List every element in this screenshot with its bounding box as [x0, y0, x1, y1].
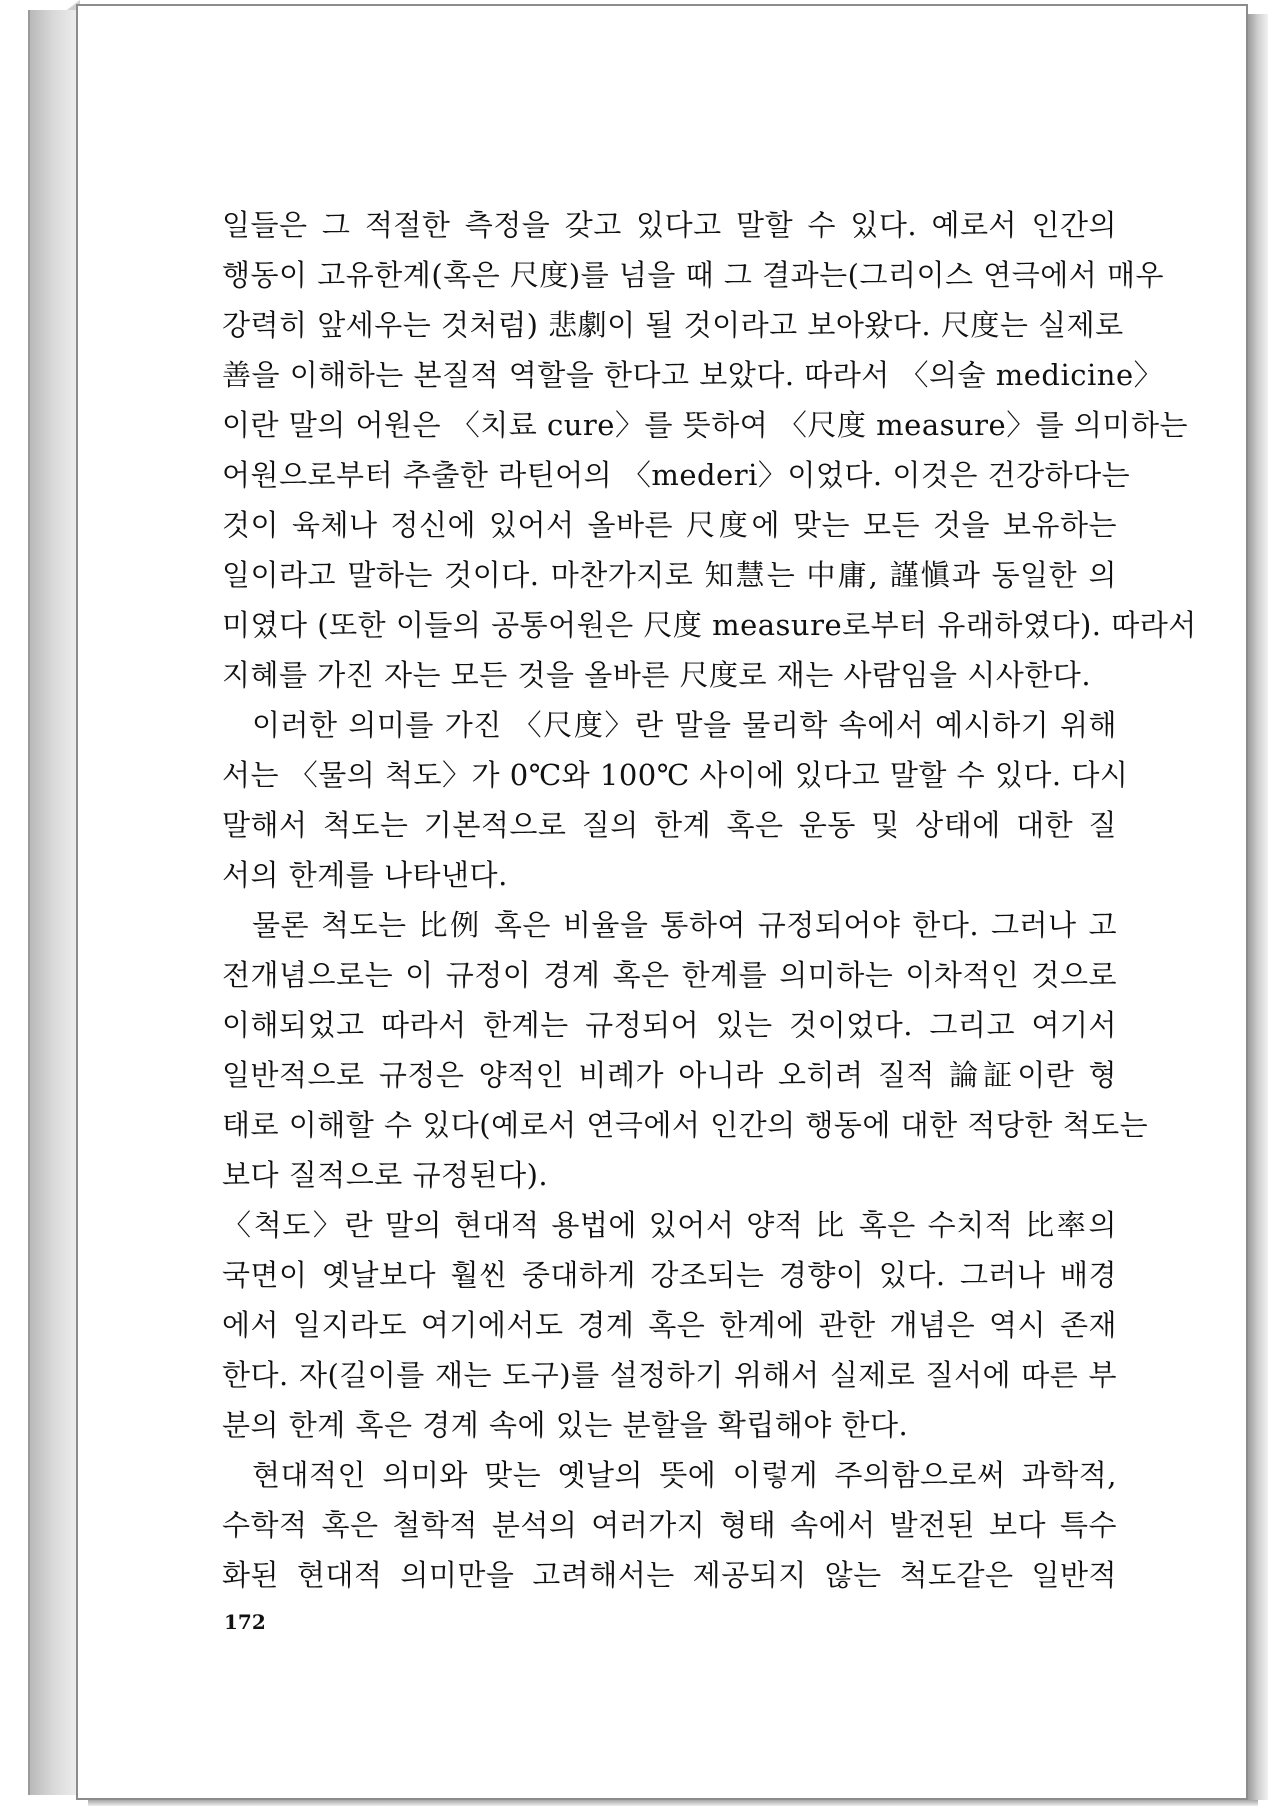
text-line: 〈척도〉란 말의 현대적 용법에 있어서 양적 比 혹은 수치적 比率의 — [222, 1208, 1117, 1242]
text-line: 분의 한계 혹은 경계 속에 있는 분할을 확립해야 한다. — [222, 1408, 909, 1442]
text-line: 말해서 척도는 기본적으로 질의 한계 혹은 운동 및 상태에 대한 질 — [222, 808, 1117, 842]
text-line: 서는 〈물의 척도〉가 0℃와 100℃ 사이에 있다고 말할 수 있다. 다시 — [222, 758, 1129, 792]
text-line: 전개념으로는 이 규정이 경계 혹은 한계를 의미하는 이차적인 것으로 — [222, 958, 1117, 992]
text-line: 일반적으로 규정은 양적인 비례가 아니라 오히려 질적 論証이란 형 — [222, 1058, 1117, 1092]
text-line: 보다 질적으로 규정된다). — [222, 1158, 549, 1192]
text-line: 한다. 자(길이를 재는 도구)를 설정하기 위해서 실제로 질서에 따른 부 — [222, 1358, 1117, 1392]
text-line: 국면이 옛날보다 훨씬 중대하게 강조되는 경향이 있다. 그러나 배경 — [222, 1258, 1117, 1292]
text-line: 것이 육체나 정신에 있어서 올바른 尺度에 맞는 모든 것을 보유하는 — [222, 508, 1117, 542]
page-shadow-bottom — [88, 1800, 1258, 1806]
text-line: 善을 이해하는 본질적 역할을 한다고 보았다. 따라서 〈의술 medicine〉 — [222, 358, 1164, 392]
text-line: 어원으로부터 추출한 라틴어의 〈mederi〉이었다. 이것은 건강하다는 — [222, 458, 1131, 492]
text-line: 이해되었고 따라서 한계는 규정되어 있는 것이었다. 그리고 여기서 — [222, 1008, 1117, 1042]
text-line: 일이라고 말하는 것이다. 마찬가지로 知慧는 中庸, 謹愼과 동일한 의 — [222, 558, 1117, 592]
page-text-block — [222, 200, 1197, 1600]
text-line: 화된 현대적 의미만을 고려해서는 제공되지 않는 척도같은 일반적 — [222, 1558, 1117, 1592]
text-line: 이러한 의미를 가진 〈尺度〉란 말을 물리학 속에서 예시하기 위해 — [252, 708, 1117, 742]
text-line: 서의 한계를 나타낸다. — [222, 858, 508, 892]
text-line: 미였다 (또한 이들의 공통어원은 尺度 measure로부터 유래하였다). 따라서 — [222, 608, 1197, 642]
text-line: 태로 이해할 수 있다(예로서 연극에서 인간의 행동에 대한 적당한 척도는 — [222, 1108, 1149, 1142]
text-line: 일들은 그 적절한 측정을 갖고 있다고 말할 수 있다. 예로서 인간의 — [222, 208, 1117, 242]
text-line: 에서 일지라도 여기에서도 경계 혹은 한계에 관한 개념은 역시 존재 — [222, 1308, 1117, 1342]
text-line: 강력히 앞세우는 것처럼) 悲劇이 될 것이라고 보아왔다. 尺度는 실제로 — [222, 308, 1124, 342]
book-spine-edge — [28, 10, 80, 1795]
page-shadow-right — [1248, 14, 1268, 1800]
page-number: 172 — [224, 1610, 266, 1634]
text-line: 이란 말의 어원은 〈치료 cure〉를 뜻하여 〈尺度 measure〉를 의미하는 — [222, 408, 1188, 442]
text-line: 물론 척도는 比例 혹은 비율을 통하여 규정되어야 한다. 그러나 고 — [252, 908, 1117, 942]
text-line: 수학적 혹은 철학적 분석의 여러가지 형태 속에서 발전된 보다 특수 — [222, 1508, 1117, 1542]
text-line: 지혜를 가진 자는 모든 것을 올바른 尺度로 재는 사람임을 시사한다. — [222, 658, 1092, 692]
text-line: 현대적인 의미와 맞는 옛날의 뜻에 이렇게 주의함으로써 과학적, — [252, 1458, 1117, 1492]
text-line: 행동이 고유한계(혹은 尺度)를 넘을 때 그 결과는(그리이스 연극에서 매우 — [222, 258, 1165, 292]
